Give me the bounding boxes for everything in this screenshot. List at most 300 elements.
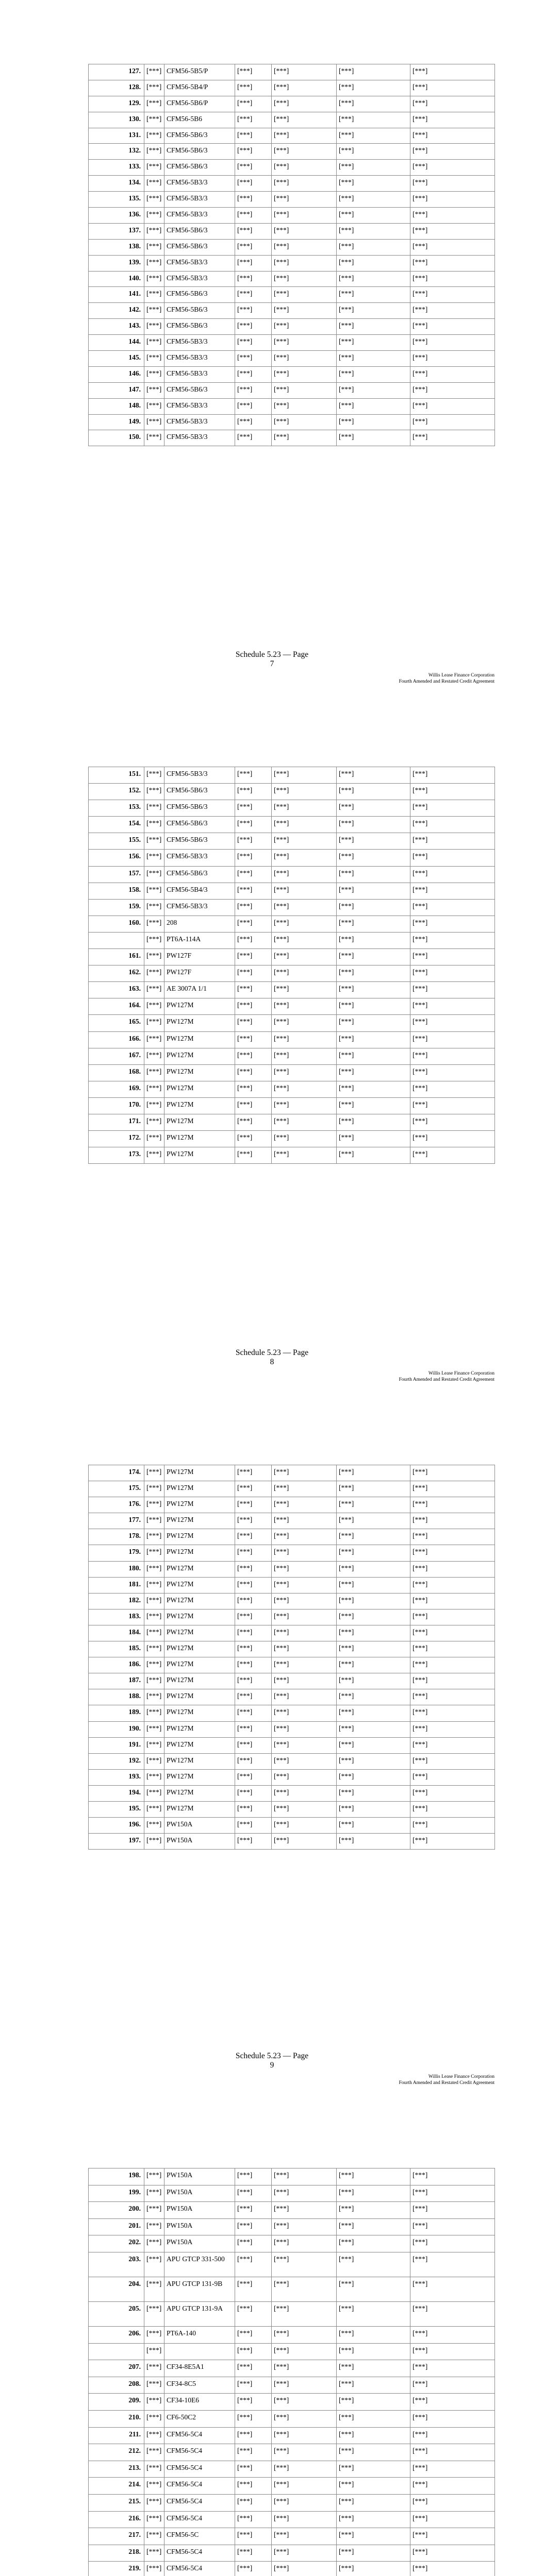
cell-field-5: [***] (337, 916, 410, 932)
table-row (89, 1131, 495, 1147)
table-row (89, 2168, 495, 2185)
cell-field-4: [***] (272, 800, 337, 817)
cell-serial-number: [***] (144, 767, 164, 784)
cell-serial-number: [***] (144, 287, 164, 303)
cell-field-3: [***] (235, 208, 272, 224)
cell-item-number: 141. (89, 287, 144, 303)
cell-serial-number: [***] (144, 1114, 164, 1130)
cell-field-3: [***] (235, 998, 272, 1015)
cell-engine-model: CFM56-5C4 (164, 2427, 235, 2444)
cell-field-3: [***] (235, 144, 272, 160)
cell-field-6: [***] (410, 335, 495, 351)
cell-field-5: [***] (337, 255, 410, 271)
table-row (89, 176, 495, 192)
cell-field-6: [***] (410, 398, 495, 414)
cell-field-6: [***] (410, 223, 495, 239)
page-number: 9 (270, 2061, 274, 2070)
cell-field-4: [***] (272, 2218, 337, 2235)
table-row (89, 2377, 495, 2394)
cell-engine-model: PW127M (164, 1147, 235, 1164)
table-row (89, 982, 495, 998)
cell-serial-number: [***] (144, 916, 164, 932)
cell-serial-number: [***] (144, 96, 164, 112)
cell-engine-model: APU GTCP 131-9A (164, 2301, 235, 2326)
cell-field-6: [***] (410, 414, 495, 430)
cell-field-5: [***] (337, 1785, 410, 1801)
cell-field-6: [***] (410, 2478, 495, 2495)
cell-field-6: [***] (410, 128, 495, 144)
table-row (89, 2511, 495, 2528)
table-row (89, 916, 495, 932)
cell-serial-number: [***] (144, 2410, 164, 2427)
cell-serial-number: [***] (144, 2185, 164, 2202)
cell-field-5: [***] (337, 965, 410, 982)
cell-field-5: [***] (337, 2494, 410, 2511)
cell-field-6: [***] (410, 1657, 495, 1673)
cell-field-3: [***] (235, 1529, 272, 1545)
cell-field-6: [***] (410, 1689, 495, 1705)
schedule-title: Schedule 5.23 — Page (235, 650, 309, 659)
cell-field-6: [***] (410, 1818, 495, 1834)
cell-engine-model: APU GTCP 131-9B (164, 2277, 235, 2301)
cell-field-4: [***] (272, 1465, 337, 1481)
cell-field-6: [***] (410, 1147, 495, 1164)
cell-field-3: [***] (235, 866, 272, 883)
cell-item-number: 198. (89, 2168, 144, 2185)
cell-engine-model: PW127M (164, 1465, 235, 1481)
cell-field-5: [***] (337, 382, 410, 398)
cell-field-3: [***] (235, 430, 272, 446)
cell-field-5: [***] (337, 1737, 410, 1753)
cell-item-number: 136. (89, 208, 144, 224)
cell-serial-number: [***] (144, 398, 164, 414)
cell-field-6: [***] (410, 1097, 495, 1114)
cell-item-number: 169. (89, 1081, 144, 1097)
cell-field-5: [***] (337, 883, 410, 899)
cell-field-4: [***] (272, 850, 337, 866)
cell-field-5: [***] (337, 1561, 410, 1577)
cell-field-5: [***] (337, 998, 410, 1015)
cell-field-3: [***] (235, 335, 272, 351)
cell-item-number: 191. (89, 1737, 144, 1753)
table-row (89, 430, 495, 446)
table-row (89, 1769, 495, 1785)
cell-serial-number: [***] (144, 303, 164, 319)
cell-field-3: [***] (235, 817, 272, 833)
cell-field-5: [***] (337, 2394, 410, 2411)
cell-field-6: [***] (410, 176, 495, 192)
cell-item-number: 212. (89, 2444, 144, 2461)
cell-field-6: [***] (410, 1465, 495, 1481)
cell-field-6: [***] (410, 833, 495, 850)
cell-engine-model: CF34-8C5 (164, 2377, 235, 2394)
cell-item-number: 158. (89, 883, 144, 899)
cell-item-number: 216. (89, 2511, 144, 2528)
cell-field-4: [***] (272, 982, 337, 998)
cell-field-5: [***] (337, 2343, 410, 2360)
cell-field-4: [***] (272, 2427, 337, 2444)
table-row (89, 1114, 495, 1130)
cell-engine-model: PW127M (164, 1801, 235, 1817)
cell-field-5: [***] (337, 767, 410, 784)
cell-field-6: [***] (410, 998, 495, 1015)
cell-field-3: [***] (235, 932, 272, 948)
cell-engine-model: CFM56-5B6/3 (164, 223, 235, 239)
cell-item-number: 161. (89, 949, 144, 965)
cell-engine-model: PW127M (164, 1481, 235, 1497)
cell-field-4: [***] (272, 128, 337, 144)
table-row (89, 287, 495, 303)
table-row (89, 998, 495, 1015)
cell-engine-model: CFM56-5B3/3 (164, 351, 235, 367)
cell-field-3: [***] (235, 1561, 272, 1577)
cell-field-5: [***] (337, 1577, 410, 1593)
table-row (89, 160, 495, 176)
cell-field-5: [***] (337, 2545, 410, 2562)
table-row (89, 2301, 495, 2326)
cell-item-number: 148. (89, 398, 144, 414)
cell-item-number: 189. (89, 1705, 144, 1721)
cell-field-3: [***] (235, 1625, 272, 1641)
cell-engine-model: PW127M (164, 1497, 235, 1513)
cell-engine-model: CFM56-5B6/3 (164, 128, 235, 144)
cell-field-6: [***] (410, 160, 495, 176)
cell-engine-model: CFM56-5B6/3 (164, 866, 235, 883)
cell-field-6: [***] (410, 1721, 495, 1737)
cell-field-5: [***] (337, 96, 410, 112)
cell-engine-model: CFM56-5B6/3 (164, 319, 235, 335)
cell-field-5: [***] (337, 1625, 410, 1641)
cell-field-6: [***] (410, 2185, 495, 2202)
cell-field-3: [***] (235, 366, 272, 382)
table-row (89, 932, 495, 948)
cell-field-4: [***] (272, 1147, 337, 1164)
table-row (89, 1465, 495, 1481)
cell-field-3: [***] (235, 1097, 272, 1114)
cell-field-6: [***] (410, 319, 495, 335)
cell-field-4: [***] (272, 64, 337, 80)
cell-field-5: [***] (337, 2461, 410, 2478)
cell-field-3: [***] (235, 1015, 272, 1031)
cell-field-4: [***] (272, 319, 337, 335)
cell-engine-model: CF6-50C2 (164, 2410, 235, 2427)
cell-serial-number: [***] (144, 2511, 164, 2528)
cell-field-4: [***] (272, 1769, 337, 1785)
table-row (89, 96, 495, 112)
cell-field-6: [***] (410, 1015, 495, 1031)
cell-engine-model: CFM56-5B6 (164, 112, 235, 128)
cell-engine-model: PW127M (164, 1657, 235, 1673)
cell-serial-number: [***] (144, 271, 164, 287)
cell-serial-number: [***] (144, 1048, 164, 1064)
cell-serial-number: [***] (144, 883, 164, 899)
cell-engine-model: CFM56-5C4 (164, 2494, 235, 2511)
cell-field-3: [***] (235, 1737, 272, 1753)
cell-engine-model: PW127M (164, 1737, 235, 1753)
table-row (89, 2562, 495, 2576)
cell-engine-model: PW127M (164, 1721, 235, 1737)
cell-engine-model: PW127M (164, 1081, 235, 1097)
table-row (89, 949, 495, 965)
cell-field-4: [***] (272, 2410, 337, 2427)
cell-item-number: 183. (89, 1609, 144, 1625)
cell-item-number: 132. (89, 144, 144, 160)
cell-field-3: [***] (235, 1481, 272, 1497)
cell-field-4: [***] (272, 414, 337, 430)
cell-item-number: 180. (89, 1561, 144, 1577)
cell-field-5: [***] (337, 64, 410, 80)
cell-field-4: [***] (272, 1048, 337, 1064)
table-row (89, 817, 495, 833)
cell-serial-number: [***] (144, 160, 164, 176)
cell-engine-model: CFM56-5B3/3 (164, 335, 235, 351)
cell-field-3: [***] (235, 2394, 272, 2411)
cell-field-6: [***] (410, 1753, 495, 1769)
cell-item-number: 202. (89, 2235, 144, 2252)
cell-field-4: [***] (272, 2360, 337, 2377)
cell-field-6: [***] (410, 883, 495, 899)
cell-field-6: [***] (410, 192, 495, 208)
table-row (89, 800, 495, 817)
cell-engine-model: CFM56-5B6/3 (164, 239, 235, 255)
cell-field-5: [***] (337, 1673, 410, 1689)
cell-engine-model: CFM56-5B3/3 (164, 398, 235, 414)
cell-field-3: [***] (235, 2343, 272, 2360)
cell-item-number: 146. (89, 366, 144, 382)
cell-serial-number: [***] (144, 366, 164, 382)
cell-field-5: [***] (337, 430, 410, 446)
cell-field-4: [***] (272, 833, 337, 850)
schedule-table (88, 1465, 495, 1850)
table-row (89, 1497, 495, 1513)
cell-field-6: [***] (410, 2410, 495, 2427)
cell-serial-number: [***] (144, 128, 164, 144)
cell-field-6: [***] (410, 850, 495, 866)
table-row (89, 2326, 495, 2343)
cell-field-5: [***] (337, 2277, 410, 2301)
cell-item-number: 137. (89, 223, 144, 239)
cell-engine-model: PW127M (164, 1031, 235, 1048)
cell-engine-model: CFM56-5C4 (164, 2545, 235, 2562)
cell-engine-model: PW127M (164, 1131, 235, 1147)
cell-field-5: [***] (337, 223, 410, 239)
cell-field-3: [***] (235, 1497, 272, 1513)
table-row (89, 2277, 495, 2301)
cell-field-5: [***] (337, 2185, 410, 2202)
table-row (89, 2478, 495, 2495)
cell-field-3: [***] (235, 80, 272, 96)
table-row (89, 1097, 495, 1114)
table-row (89, 1545, 495, 1561)
cell-item-number: 155. (89, 833, 144, 850)
cell-field-4: [***] (272, 1753, 337, 1769)
cell-item-number: 179. (89, 1545, 144, 1561)
cell-item-number: 215. (89, 2494, 144, 2511)
cell-item-number: 201. (89, 2218, 144, 2235)
footer-agreement: Fourth Amended and Restated Credit Agreement (399, 1377, 494, 1382)
cell-engine-model: CFM56-5B3/3 (164, 176, 235, 192)
cell-field-5: [***] (337, 144, 410, 160)
table-row (89, 1705, 495, 1721)
table-row (89, 1561, 495, 1577)
cell-serial-number: [***] (144, 2427, 164, 2444)
cell-item-number: 159. (89, 899, 144, 916)
table-row (89, 1593, 495, 1609)
cell-engine-model: PW127F (164, 965, 235, 982)
table-row (89, 2545, 495, 2562)
table-row (89, 1529, 495, 1545)
table-row (89, 112, 495, 128)
cell-field-6: [***] (410, 1577, 495, 1593)
cell-item-number: 127. (89, 64, 144, 80)
table-row (89, 2218, 495, 2235)
footer-company: Willis Lease Finance Corporation (428, 2074, 494, 2079)
cell-field-4: [***] (272, 866, 337, 883)
cell-field-6: [***] (410, 255, 495, 271)
table-row (89, 192, 495, 208)
table-row (89, 208, 495, 224)
cell-serial-number: [***] (144, 1753, 164, 1769)
cell-field-3: [***] (235, 414, 272, 430)
cell-field-3: [***] (235, 1064, 272, 1081)
cell-field-6: [***] (410, 208, 495, 224)
cell-field-6: [***] (410, 982, 495, 998)
cell-engine-model: CFM56-5B4/P (164, 80, 235, 96)
cell-serial-number: [***] (144, 899, 164, 916)
cell-engine-model: CFM56-5B6/3 (164, 160, 235, 176)
cell-serial-number: [***] (144, 1625, 164, 1641)
cell-field-6: [***] (410, 2494, 495, 2511)
cell-field-6: [***] (410, 1545, 495, 1561)
cell-field-6: [***] (410, 1081, 495, 1097)
cell-serial-number: [***] (144, 208, 164, 224)
cell-field-3: [***] (235, 767, 272, 784)
cell-field-3: [***] (235, 2301, 272, 2326)
cell-field-4: [***] (272, 2511, 337, 2528)
cell-item-number: 160. (89, 916, 144, 932)
cell-field-5: [***] (337, 1015, 410, 1031)
cell-field-5: [***] (337, 1689, 410, 1705)
cell-field-3: [***] (235, 64, 272, 80)
cell-item-number: 152. (89, 784, 144, 800)
cell-engine-model: PT6A-114A (164, 932, 235, 948)
cell-field-4: [***] (272, 271, 337, 287)
cell-engine-model: PW127M (164, 1593, 235, 1609)
cell-field-4: [***] (272, 2252, 337, 2277)
cell-item-number: 142. (89, 303, 144, 319)
table-row (89, 80, 495, 96)
cell-field-3: [***] (235, 287, 272, 303)
cell-field-6: [***] (410, 2252, 495, 2277)
cell-field-6: [***] (410, 2511, 495, 2528)
cell-field-6: [***] (410, 382, 495, 398)
cell-field-4: [***] (272, 899, 337, 916)
cell-serial-number: [***] (144, 1064, 164, 1081)
cell-item-number: 177. (89, 1513, 144, 1529)
cell-field-5: [***] (337, 932, 410, 948)
cell-engine-model: CFM56-5B3/3 (164, 192, 235, 208)
table-row (89, 223, 495, 239)
cell-field-4: [***] (272, 2168, 337, 2185)
cell-field-5: [***] (337, 833, 410, 850)
cell-item-number: 210. (89, 2410, 144, 2427)
cell-field-5: [***] (337, 817, 410, 833)
cell-field-3: [***] (235, 1818, 272, 1834)
table-row (89, 1737, 495, 1753)
cell-item-number: 168. (89, 1064, 144, 1081)
cell-serial-number: [***] (144, 1689, 164, 1705)
cell-field-4: [***] (272, 208, 337, 224)
table-row (89, 965, 495, 982)
cell-field-6: [***] (410, 2301, 495, 2326)
cell-field-4: [***] (272, 1015, 337, 1031)
cell-field-3: [***] (235, 2202, 272, 2219)
cell-field-3: [***] (235, 1048, 272, 1064)
cell-field-5: [***] (337, 1064, 410, 1081)
cell-serial-number: [***] (144, 1673, 164, 1689)
cell-item-number: 139. (89, 255, 144, 271)
cell-serial-number: [***] (144, 319, 164, 335)
table-row (89, 239, 495, 255)
cell-field-4: [***] (272, 2185, 337, 2202)
cell-serial-number: [***] (144, 1609, 164, 1625)
cell-field-5: [***] (337, 2326, 410, 2343)
cell-item-number: 164. (89, 998, 144, 1015)
cell-item-number: 178. (89, 1529, 144, 1545)
cell-field-4: [***] (272, 1497, 337, 1513)
cell-engine-model: CFM56-5B3/3 (164, 767, 235, 784)
cell-field-5: [***] (337, 1545, 410, 1561)
cell-item-number: 218. (89, 2545, 144, 2562)
table-row (89, 351, 495, 367)
cell-field-4: [***] (272, 1657, 337, 1673)
cell-serial-number: [***] (144, 1031, 164, 1048)
cell-item-number: 129. (89, 96, 144, 112)
cell-field-5: [***] (337, 366, 410, 382)
cell-field-5: [***] (337, 1753, 410, 1769)
cell-serial-number: [***] (144, 2277, 164, 2301)
cell-serial-number: [***] (144, 176, 164, 192)
cell-field-3: [***] (235, 271, 272, 287)
cell-item-number: 209. (89, 2394, 144, 2411)
cell-field-5: [***] (337, 414, 410, 430)
cell-engine-model: PW127M (164, 1015, 235, 1031)
cell-serial-number: [***] (144, 1081, 164, 1097)
cell-serial-number: [***] (144, 2394, 164, 2411)
cell-item-number: 190. (89, 1721, 144, 1737)
cell-field-6: [***] (410, 767, 495, 784)
cell-field-6: [***] (410, 80, 495, 96)
cell-field-4: [***] (272, 1721, 337, 1737)
cell-field-3: [***] (235, 2461, 272, 2478)
table-row (89, 1048, 495, 1064)
cell-field-3: [***] (235, 2326, 272, 2343)
table-row (89, 2410, 495, 2427)
cell-field-4: [***] (272, 2444, 337, 2461)
cell-field-4: [***] (272, 2343, 337, 2360)
cell-engine-model: CFM56-5B5/P (164, 64, 235, 80)
cell-field-4: [***] (272, 255, 337, 271)
cell-field-6: [***] (410, 2202, 495, 2219)
cell-field-4: [***] (272, 1689, 337, 1705)
cell-field-6: [***] (410, 1609, 495, 1625)
cell-field-4: [***] (272, 1705, 337, 1721)
cell-field-6: [***] (410, 239, 495, 255)
cell-serial-number: [***] (144, 1513, 164, 1529)
cell-field-4: [***] (272, 287, 337, 303)
cell-serial-number: [***] (144, 1785, 164, 1801)
cell-engine-model: CFM56-5C4 (164, 2461, 235, 2478)
